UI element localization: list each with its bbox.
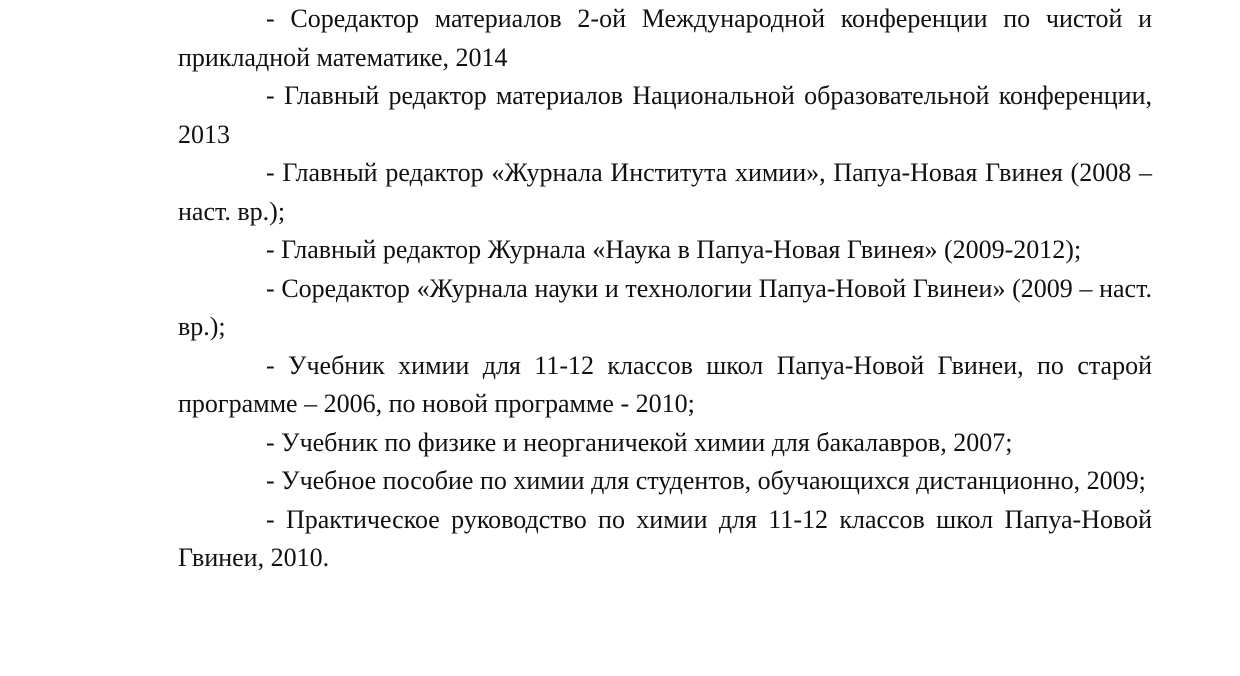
list-item: - Соредактор «Журнала науки и технологии Папуа-Новой Гвинеи» (2009 – наст. вр.); xyxy=(178,273,1152,341)
list-item: - Главный редактор Журнала «Наука в Папуа-Новая Гвинея» (2009-2012); xyxy=(266,235,1082,264)
list-item: - Учебное пособие по химии для студентов, обучающихся дистанционно, 2009; xyxy=(266,466,1146,495)
list-item: - Учебник по физике и неорганичекой химии для бакалавров, 2007; xyxy=(266,427,1013,457)
list-item: - Учебник химии для 11-12 классов школ Папуа-Новой Гвинеи, по старой программе – 2006, по новой программе - 2010; xyxy=(178,350,1152,418)
list-item: - Соредактор материалов 2-ой Международной конференции по чистой и прикладной математике, 2014 xyxy=(178,4,1152,72)
document-page xyxy=(178,0,1152,578)
list-item: - Главный редактор материалов Национальной образовательной конференции, 2013 xyxy=(178,81,1152,149)
list-item: - Главный редактор «Журнала Института химии», Папуа-Новая Гвинея (2008 – наст. вр.); xyxy=(178,158,1152,226)
list-item: - Практическое руководство по химии для 11-12 классов школ Папуа-Новой Гвинеи, 2010. xyxy=(178,504,1152,572)
